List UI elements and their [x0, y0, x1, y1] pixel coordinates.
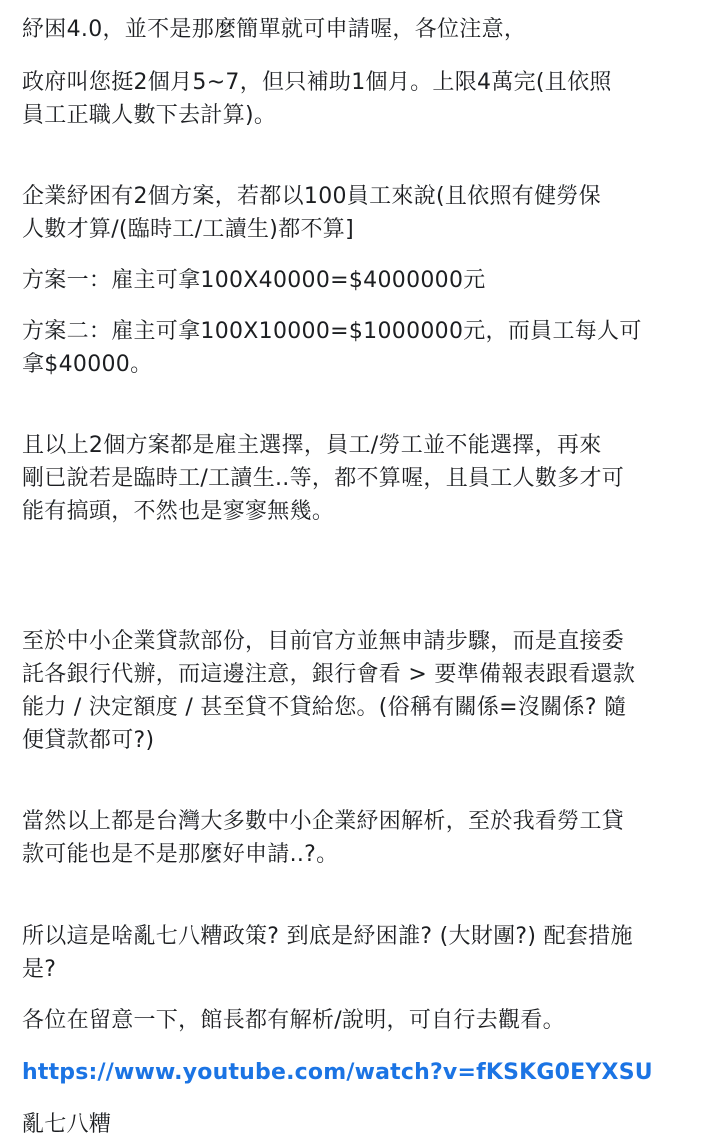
post-text-line: 方案二：雇主可拿100X10000=$1000000元，而員工每人可 [22, 319, 642, 344]
post-text-line: 是? [22, 957, 57, 982]
youtube-link[interactable]: https://www.youtube.com/watch?v=fKSKG0EYXSU [22, 1060, 653, 1085]
post-text-line: 所以這是啥亂七八糟政策? 到底是紓困誰? (大財團?) 配套措施 [22, 924, 633, 949]
post-text-line: 能力 / 決定額度 / 甚至貸不貸給您。(俗稱有關係=沒關係? 隨 [22, 695, 627, 720]
post-text-line: 款可能也是不是那麼好申請..?。 [22, 842, 339, 867]
post-text-line: 且以上2個方案都是雇主選擇，員工/勞工並不能選擇，再來 [22, 433, 602, 458]
post-text-line: 企業紓困有2個方案，若都以100員工來說(且依照有健勞保 [22, 184, 601, 209]
post-text-line: 拿$40000。 [22, 352, 153, 377]
post-text-line: 至於中小企業貸款部份，目前官方並無申請步驟，而是直接委 [22, 629, 625, 654]
post-text-line: 方案一：雇主可拿100X40000=$4000000元 [22, 268, 486, 293]
post-text-line: 紓困4.0，並不是那麼簡單就可申請喔，各位注意， [22, 17, 527, 42]
post-text-line: 能有搞頭，不然也是寥寥無幾。 [22, 499, 335, 524]
post-text-line: 託各銀行代辦，而這邊注意，銀行會看 > 要準備報表跟看還款 [22, 662, 636, 687]
post-text-line: 剛已說若是臨時工/工讀生..等，都不算喔，且員工人數多才可 [22, 466, 625, 491]
post-text-line: 便貸款都可?) [22, 728, 155, 753]
post-text-line: 員工正職人數下去計算)。 [22, 103, 277, 128]
post-text-line: 各位在留意一下，館長都有解析/說明，可自行去觀看。 [22, 1008, 565, 1033]
post-text-line: 當然以上都是台灣大多數中小企業紓困解析，至於我看勞工貸 [22, 809, 625, 834]
post-text-line: 人數才算/(臨時工/工讀生)都不算] [22, 217, 354, 242]
post-text-line: 政府叫您挺2個月5~7，但只補助1個月。上限4萬完(且依照 [22, 70, 612, 95]
post-signature: 亂七八糟 [22, 1112, 112, 1137]
